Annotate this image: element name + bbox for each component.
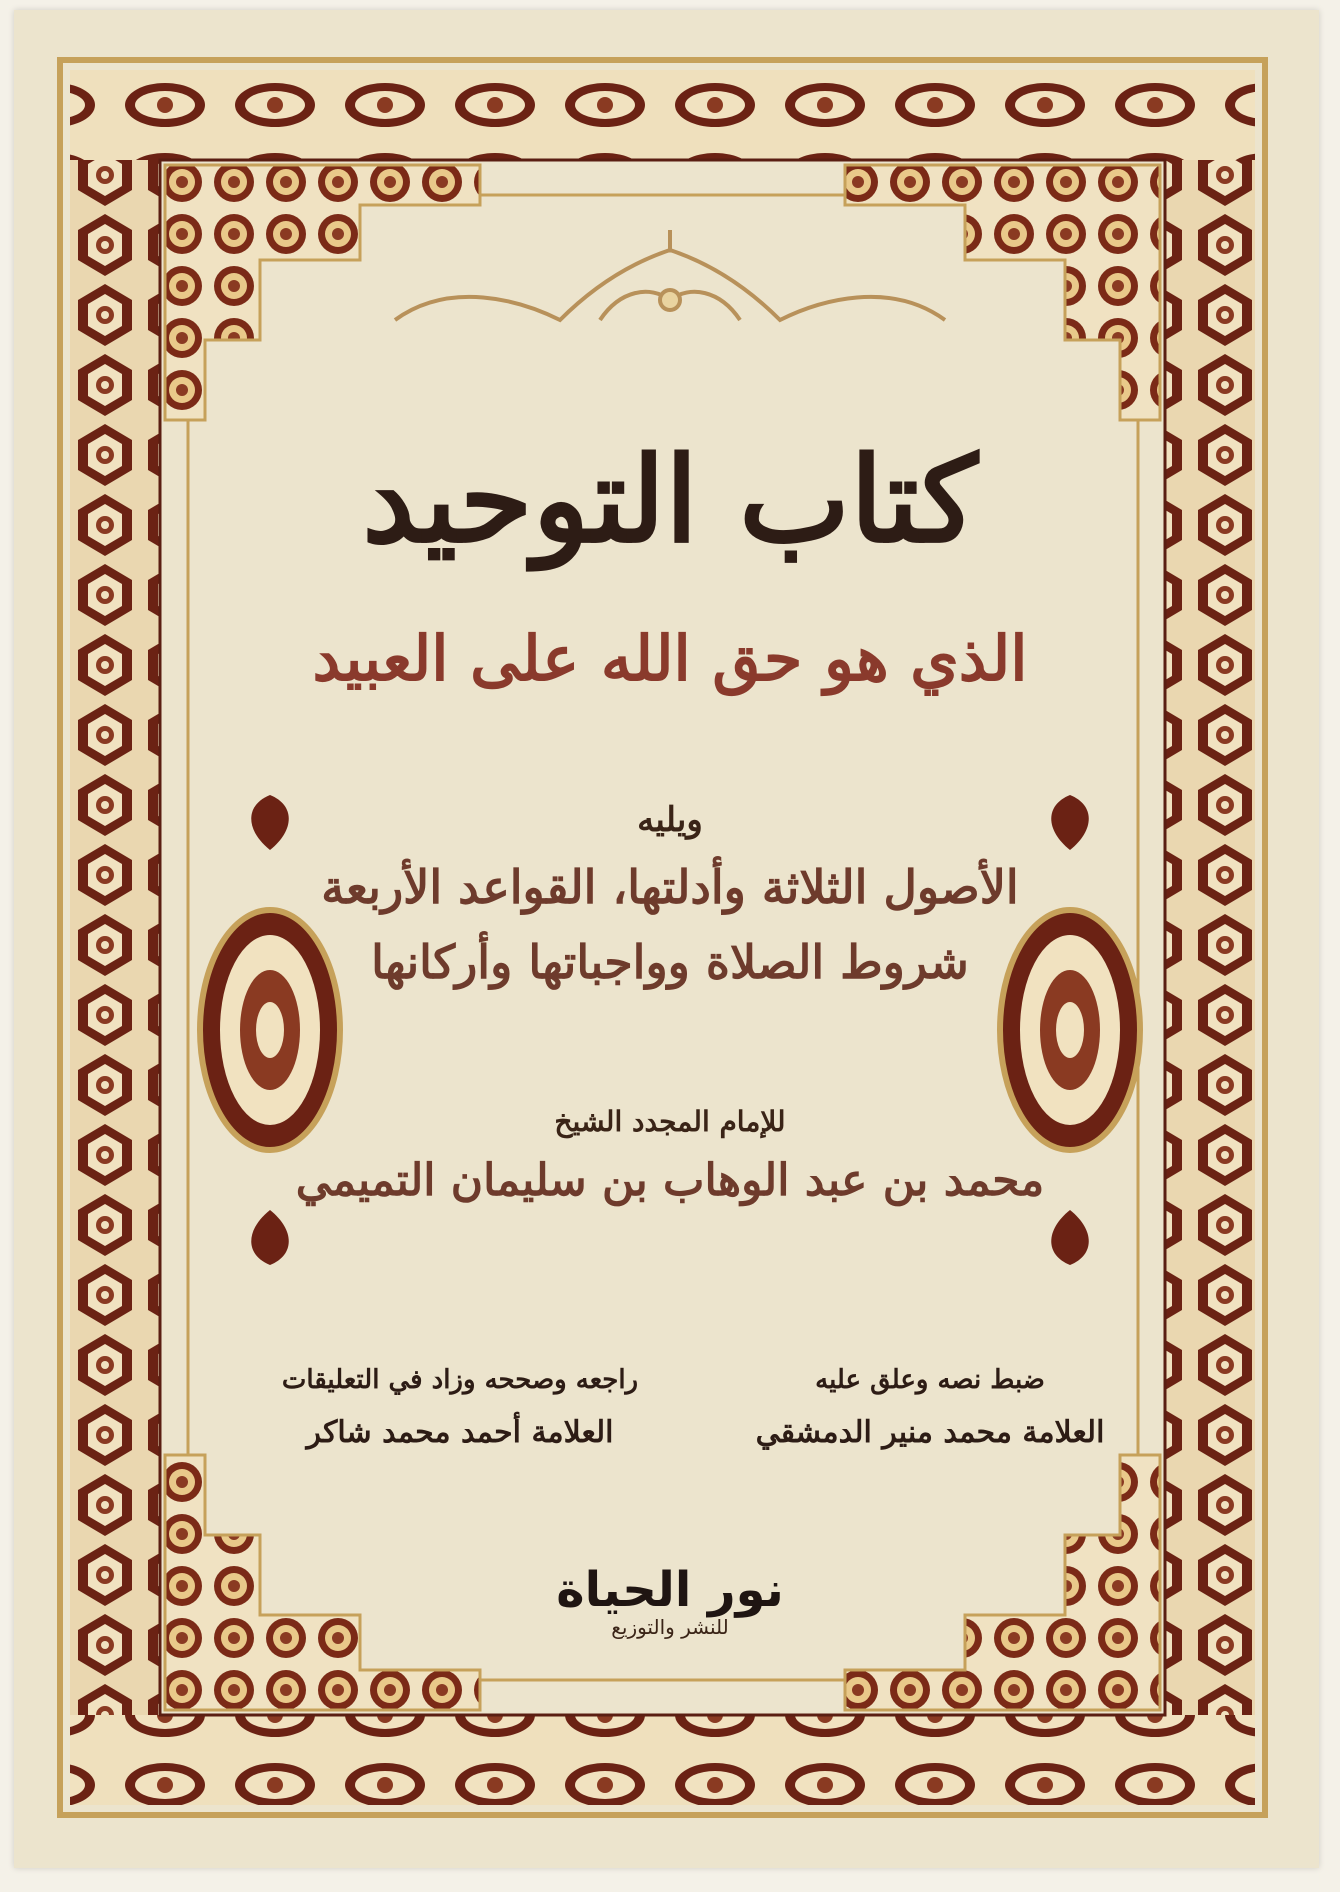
author-label: للإمام المجدد الشيخ [554,1105,786,1138]
bottom-right-corner-lattice [845,1455,1160,1710]
follows-label: ويليه [637,800,703,840]
author-name: محمد بن عبد الوهاب بن سليمان التميمي [295,1155,1045,1206]
editor-right-name: العلامة محمد منير الدمشقي [755,1415,1105,1450]
editor-left-name: العلامة أحمد محمد شاكر [306,1415,614,1450]
included-works-line-1: الأصول الثلاثة وأدلتها، القواعد الأربعة [321,860,1019,914]
top-left-corner-lattice [165,165,480,420]
top-frieze [70,70,1255,160]
top-right-corner-lattice [845,165,1160,420]
bottom-frieze [70,1715,1255,1805]
floral-crown-ornament [395,230,945,320]
book-subtitle: الذي هو حق الله على العبيد [312,622,1028,695]
publisher-tagline: للنشر والتوزيع [611,1615,729,1640]
publisher-logo [520,1562,820,1640]
publisher-name: نور الحياة [556,1562,784,1618]
editor-left-role: راجعه وصححه وزاد في التعليقات [281,1365,639,1395]
bottom-left-corner-lattice [165,1455,480,1710]
included-works-line-2: شروط الصلاة وواجباتها وأركانها [371,935,969,989]
editor-right-role: ضبط نصه وعلق عليه [815,1365,1045,1395]
book-title: كتاب التوحيد [362,430,978,569]
